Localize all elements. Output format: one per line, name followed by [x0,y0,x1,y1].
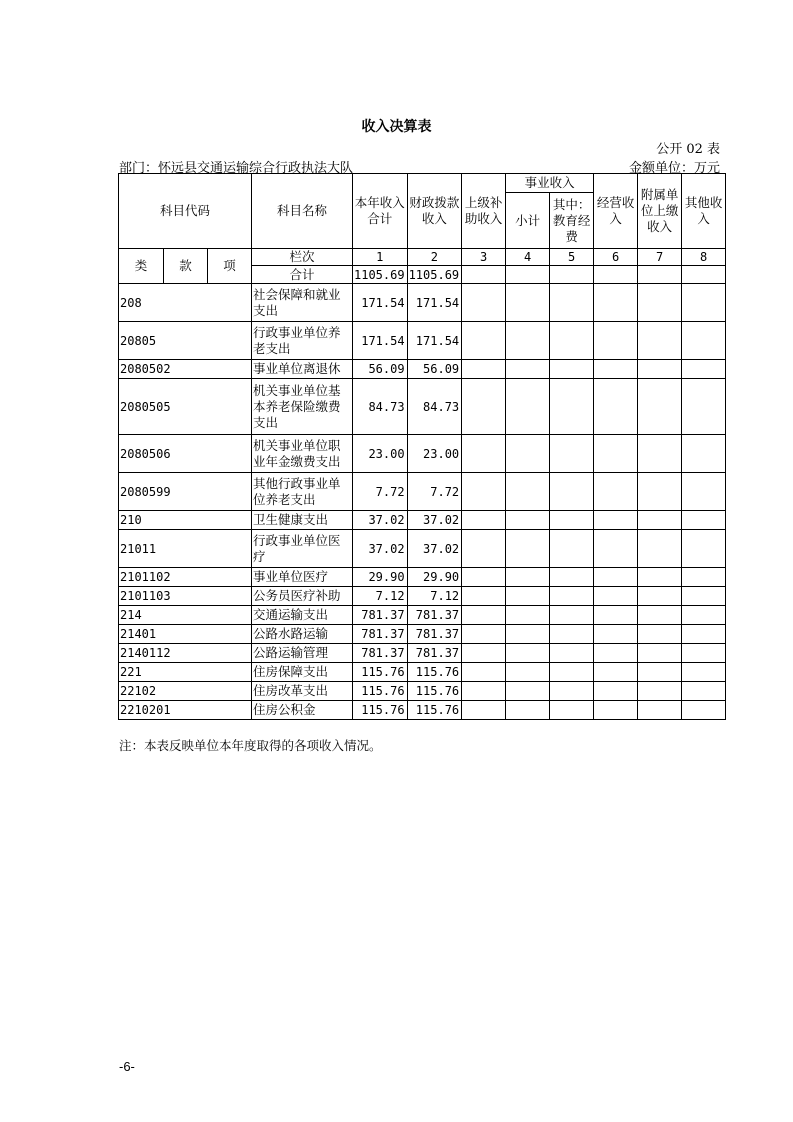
header-career-edu: 其中：教育经费 [550,193,594,249]
column-number: 4 [506,249,550,266]
empty-cell [594,360,638,379]
table-row [119,360,726,379]
table-note: 注：本表反映单位本年度取得的各项收入情况。 [119,738,382,753]
header-fiscal-income: 财政拨款收入 [407,174,462,249]
empty-cell [462,625,506,644]
subject-code-cell: 2080502 [119,360,252,379]
subject-code-cell: 2080599 [119,473,252,511]
empty-cell [550,379,594,435]
subject-name-cell: 住房改革支出 [252,682,353,701]
empty-cell [638,663,682,682]
empty-cell [594,379,638,435]
empty-cell [550,568,594,587]
empty-cell [462,682,506,701]
empty-cell [506,379,550,435]
fiscal-income-cell: 171.54 [407,284,462,322]
empty-cell [638,625,682,644]
total-income-cell: 171.54 [353,322,408,360]
fiscal-income-cell: 7.72 [407,473,462,511]
empty-cell [506,360,550,379]
empty-cell [682,360,726,379]
header-class: 类 [119,249,164,284]
empty-cell [506,644,550,663]
empty-cell [638,644,682,663]
subject-code-cell: 22102 [119,682,252,701]
subject-name-cell: 其他行政事业单位养老支出 [252,473,353,511]
empty-cell [550,644,594,663]
empty-cell [682,625,726,644]
header-superior-income: 上级补助收入 [462,174,506,249]
empty-cell [506,625,550,644]
subject-code-cell: 20805 [119,322,252,360]
empty-cell [550,511,594,530]
table-row [119,682,726,701]
subject-name-cell: 住房保障支出 [252,663,353,682]
header-total-income: 本年收入合计 [353,174,408,249]
total-income-cell: 115.76 [353,701,408,720]
empty-cell [506,701,550,720]
empty-cell [462,701,506,720]
empty-cell [638,587,682,606]
fiscal-income-cell: 84.73 [407,379,462,435]
fiscal-income-cell: 781.37 [407,644,462,663]
total-income-cell: 7.12 [353,587,408,606]
total-income-cell: 56.09 [353,360,408,379]
empty-cell [506,606,550,625]
total-amount: 1105.69 [353,266,408,284]
empty-cell [550,435,594,473]
subject-code-cell: 2080505 [119,379,252,435]
subject-code-cell: 208 [119,284,252,322]
empty-cell [506,587,550,606]
empty-cell [594,587,638,606]
empty-cell [682,379,726,435]
empty-cell [462,322,506,360]
empty-cell [506,663,550,682]
department-label: 部门：怀远县交通运输综合行政执法大队 [119,161,354,176]
subject-name-cell: 公路水路运输 [252,625,353,644]
empty-cell [506,435,550,473]
fiscal-income-cell: 56.09 [407,360,462,379]
subject-name-cell: 卫生健康支出 [252,511,353,530]
empty-cell [550,530,594,568]
subject-name-cell: 行政事业单位养老支出 [252,322,353,360]
empty-cell [462,473,506,511]
empty-cell [462,663,506,682]
empty-cell [506,511,550,530]
empty-cell [594,473,638,511]
fiscal-income-cell: 781.37 [407,606,462,625]
empty-cell [506,568,550,587]
empty-cell [594,701,638,720]
header-item: 项 [208,249,252,284]
fiscal-income-cell: 37.02 [407,530,462,568]
header-section: 款 [164,249,208,284]
empty-cell [550,606,594,625]
empty-cell [550,473,594,511]
empty-cell [638,322,682,360]
empty-cell [638,473,682,511]
total-income-cell: 37.02 [353,530,408,568]
empty-cell [462,587,506,606]
table-code: 公开 02 表 [656,142,720,157]
empty-cell [462,530,506,568]
subject-name-cell: 事业单位医疗 [252,568,353,587]
empty-cell [638,682,682,701]
empty-cell [638,701,682,720]
empty-cell [682,530,726,568]
table-row [119,587,726,606]
header-subject-name: 科目名称 [252,174,353,249]
empty-cell [462,644,506,663]
empty-cell [594,644,638,663]
empty-cell [682,322,726,360]
empty-cell [550,682,594,701]
empty-cell [506,682,550,701]
table-row [119,625,726,644]
empty-cell [506,284,550,322]
empty-cell [594,682,638,701]
empty-cell [594,568,638,587]
column-number-label: 栏次 [252,249,353,266]
subject-name-cell: 行政事业单位医疗 [252,530,353,568]
empty-cell [594,530,638,568]
empty-cell [638,568,682,587]
empty-cell [638,284,682,322]
fiscal-income-cell: 37.02 [407,511,462,530]
income-table [118,173,726,720]
empty-cell [638,530,682,568]
subject-name-cell: 公路运输管理 [252,644,353,663]
table-row [119,435,726,473]
empty-cell [594,284,638,322]
empty-cell [638,379,682,435]
empty-cell [682,606,726,625]
fiscal-income-cell: 171.54 [407,322,462,360]
fiscal-income-cell: 115.76 [407,663,462,682]
table-row [119,284,726,322]
empty-cell [550,587,594,606]
total-fiscal-amount: 1105.69 [407,266,462,284]
empty-cell [682,644,726,663]
total-income-cell: 7.72 [353,473,408,511]
table-row [119,473,726,511]
column-number: 8 [682,249,726,266]
subject-name-cell: 机关事业单位职业年金缴费支出 [252,435,353,473]
empty-cell [638,511,682,530]
empty-cell [462,284,506,322]
fiscal-income-cell: 29.90 [407,568,462,587]
empty-cell [638,435,682,473]
subject-name-cell: 公务员医疗补助 [252,587,353,606]
subject-name-cell: 事业单位离退休 [252,360,353,379]
column-number: 7 [638,249,682,266]
empty-cell [462,511,506,530]
subject-code-cell: 210 [119,511,252,530]
page-title: 收入决算表 [361,119,432,135]
empty-cell [550,701,594,720]
column-number: 5 [550,249,594,266]
total-label: 合计 [252,266,353,284]
column-number: 3 [462,249,506,266]
header-affiliated-income: 附属单位上缴收入 [638,174,682,249]
total-income-cell: 115.76 [353,682,408,701]
table-row [119,530,726,568]
fiscal-income-cell: 781.37 [407,625,462,644]
table-row [119,511,726,530]
subject-name-cell: 交通运输支出 [252,606,353,625]
empty-cell [682,587,726,606]
fiscal-income-cell: 7.12 [407,587,462,606]
subject-code-cell: 2210201 [119,701,252,720]
total-income-cell: 29.90 [353,568,408,587]
column-number: 1 [353,249,408,266]
empty-cell [506,473,550,511]
table-row [119,606,726,625]
subject-code-cell: 214 [119,606,252,625]
header-subject-code: 科目代码 [119,174,252,249]
subject-name-cell: 社会保障和就业支出 [252,284,353,322]
empty-cell [462,435,506,473]
fiscal-income-cell: 115.76 [407,701,462,720]
empty-cell [594,322,638,360]
subject-code-cell: 2101103 [119,587,252,606]
empty-cell [682,568,726,587]
total-income-cell: 781.37 [353,644,408,663]
empty-cell [462,568,506,587]
empty-cell [550,663,594,682]
empty-cell [682,511,726,530]
empty-cell [462,360,506,379]
empty-cell [462,379,506,435]
empty-cell [682,473,726,511]
empty-cell [550,322,594,360]
empty-cell [550,625,594,644]
empty-cell [638,606,682,625]
table-row [119,322,726,360]
subject-code-cell: 2101102 [119,568,252,587]
empty-cell [506,322,550,360]
table-row [119,644,726,663]
empty-cell [682,435,726,473]
empty-cell [462,606,506,625]
empty-cell [682,663,726,682]
total-income-cell: 23.00 [353,435,408,473]
subject-name-cell: 住房公积金 [252,701,353,720]
amount-unit-label: 金额单位：万元 [628,161,720,176]
header-career-income: 事业收入 [506,174,594,193]
subject-code-cell: 2140112 [119,644,252,663]
header-other-income: 其他收入 [682,174,726,249]
empty-cell [594,606,638,625]
empty-cell [638,360,682,379]
empty-cell [594,511,638,530]
total-income-cell: 171.54 [353,284,408,322]
subject-code-cell: 21401 [119,625,252,644]
subject-code-cell: 2080506 [119,435,252,473]
fiscal-income-cell: 23.00 [407,435,462,473]
table-row [119,663,726,682]
total-income-cell: 781.37 [353,625,408,644]
empty-cell [550,284,594,322]
total-income-cell: 37.02 [353,511,408,530]
header-career-subtotal: 小计 [506,193,550,249]
empty-cell [682,701,726,720]
table-row [119,701,726,720]
total-income-cell: 115.76 [353,663,408,682]
empty-cell [594,663,638,682]
empty-cell [594,435,638,473]
empty-cell [594,625,638,644]
page-number: -6- [119,1059,135,1074]
total-income-cell: 781.37 [353,606,408,625]
column-number: 6 [594,249,638,266]
fiscal-income-cell: 115.76 [407,682,462,701]
empty-cell [682,682,726,701]
total-income-cell: 84.73 [353,379,408,435]
table-row [119,568,726,587]
subject-name-cell: 机关事业单位基本养老保险缴费支出 [252,379,353,435]
subject-code-cell: 21011 [119,530,252,568]
empty-cell [506,530,550,568]
table-row [119,379,726,435]
empty-cell [550,360,594,379]
subject-code-cell: 221 [119,663,252,682]
header-business-income: 经营收入 [594,174,638,249]
column-number: 2 [407,249,462,266]
empty-cell [682,284,726,322]
